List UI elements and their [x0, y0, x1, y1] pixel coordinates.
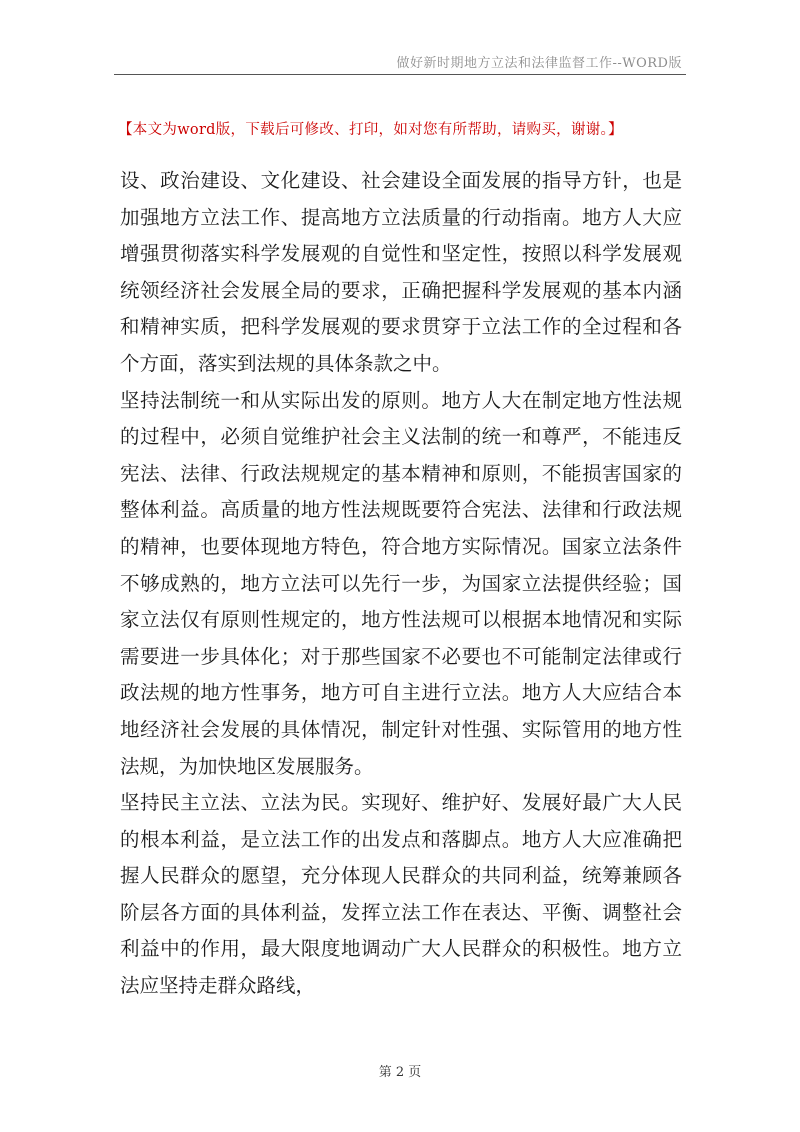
header-divider — [114, 74, 686, 75]
download-notice: 【本文为word版，下载后可修改、打印，如对您有所帮助，请购买，谢谢。】 — [118, 122, 623, 138]
document-body — [120, 163, 682, 1005]
paragraph-1: 设、政治建设、文化建设、社会建设全面发展的指导方针，也是加强地方立法工作、提高地方立法质量的行动指南。地方人大应增强贯彻落实科学发展观的自觉性和坚定性，按照以科学发展观统领经济社会发展全局的要求，正确把握科学发展观的基本内涵和精神实质，把科学发展观的要求贯穿于立法工作的全过程和各个方面，落实到法规的具体条款之中。 — [120, 169, 682, 375]
running-header: 做好新时期地方立法和法律监督工作--WORD版 — [396, 56, 682, 71]
paragraph-2: 坚持法制统一和从实际出发的原则。地方人大在制定地方性法规的过程中，必须自觉维护社会主义法制的统一和尊严，不能违反宪法、法律、行政法规规定的基本精神和原则，不能损害国家的整体利益。高质量的地方性法规既要符合宪法、法律和行政法规的精神，也要体现地方特色，符合地方实际情况。国家立法条件不够成熟的，地方立法可以先行一步，为国家立法提供经验；国家立法仅有原则性规定的，地方性法规可以根据本地情况和实际需要进一步具体化；对于那些国家不必要也不可能制定法律或行政法规的地方性事务，地方可自主进行立法。地方人大应结合本地经济社会发展的具体情况，制定针对性强、实际管用的地方性法规，为加快地区发展服务。 — [120, 388, 682, 778]
paragraph-3: 坚持民主立法、立法为民。实现好、维护好、发展好最广大人民的根本利益，是立法工作的出发点和落脚点。地方人大应准确把握人民群众的愿望，充分体现人民群众的共同利益，统筹兼顾各阶层各方面的具体利益，发挥立法工作在表达、平衡、调整社会利益中的作用，最大限度地调动广大人民群众的积极性。地方立法应坚持走群众路线， — [120, 791, 682, 998]
page-number: 第 2 页 — [378, 1065, 422, 1080]
